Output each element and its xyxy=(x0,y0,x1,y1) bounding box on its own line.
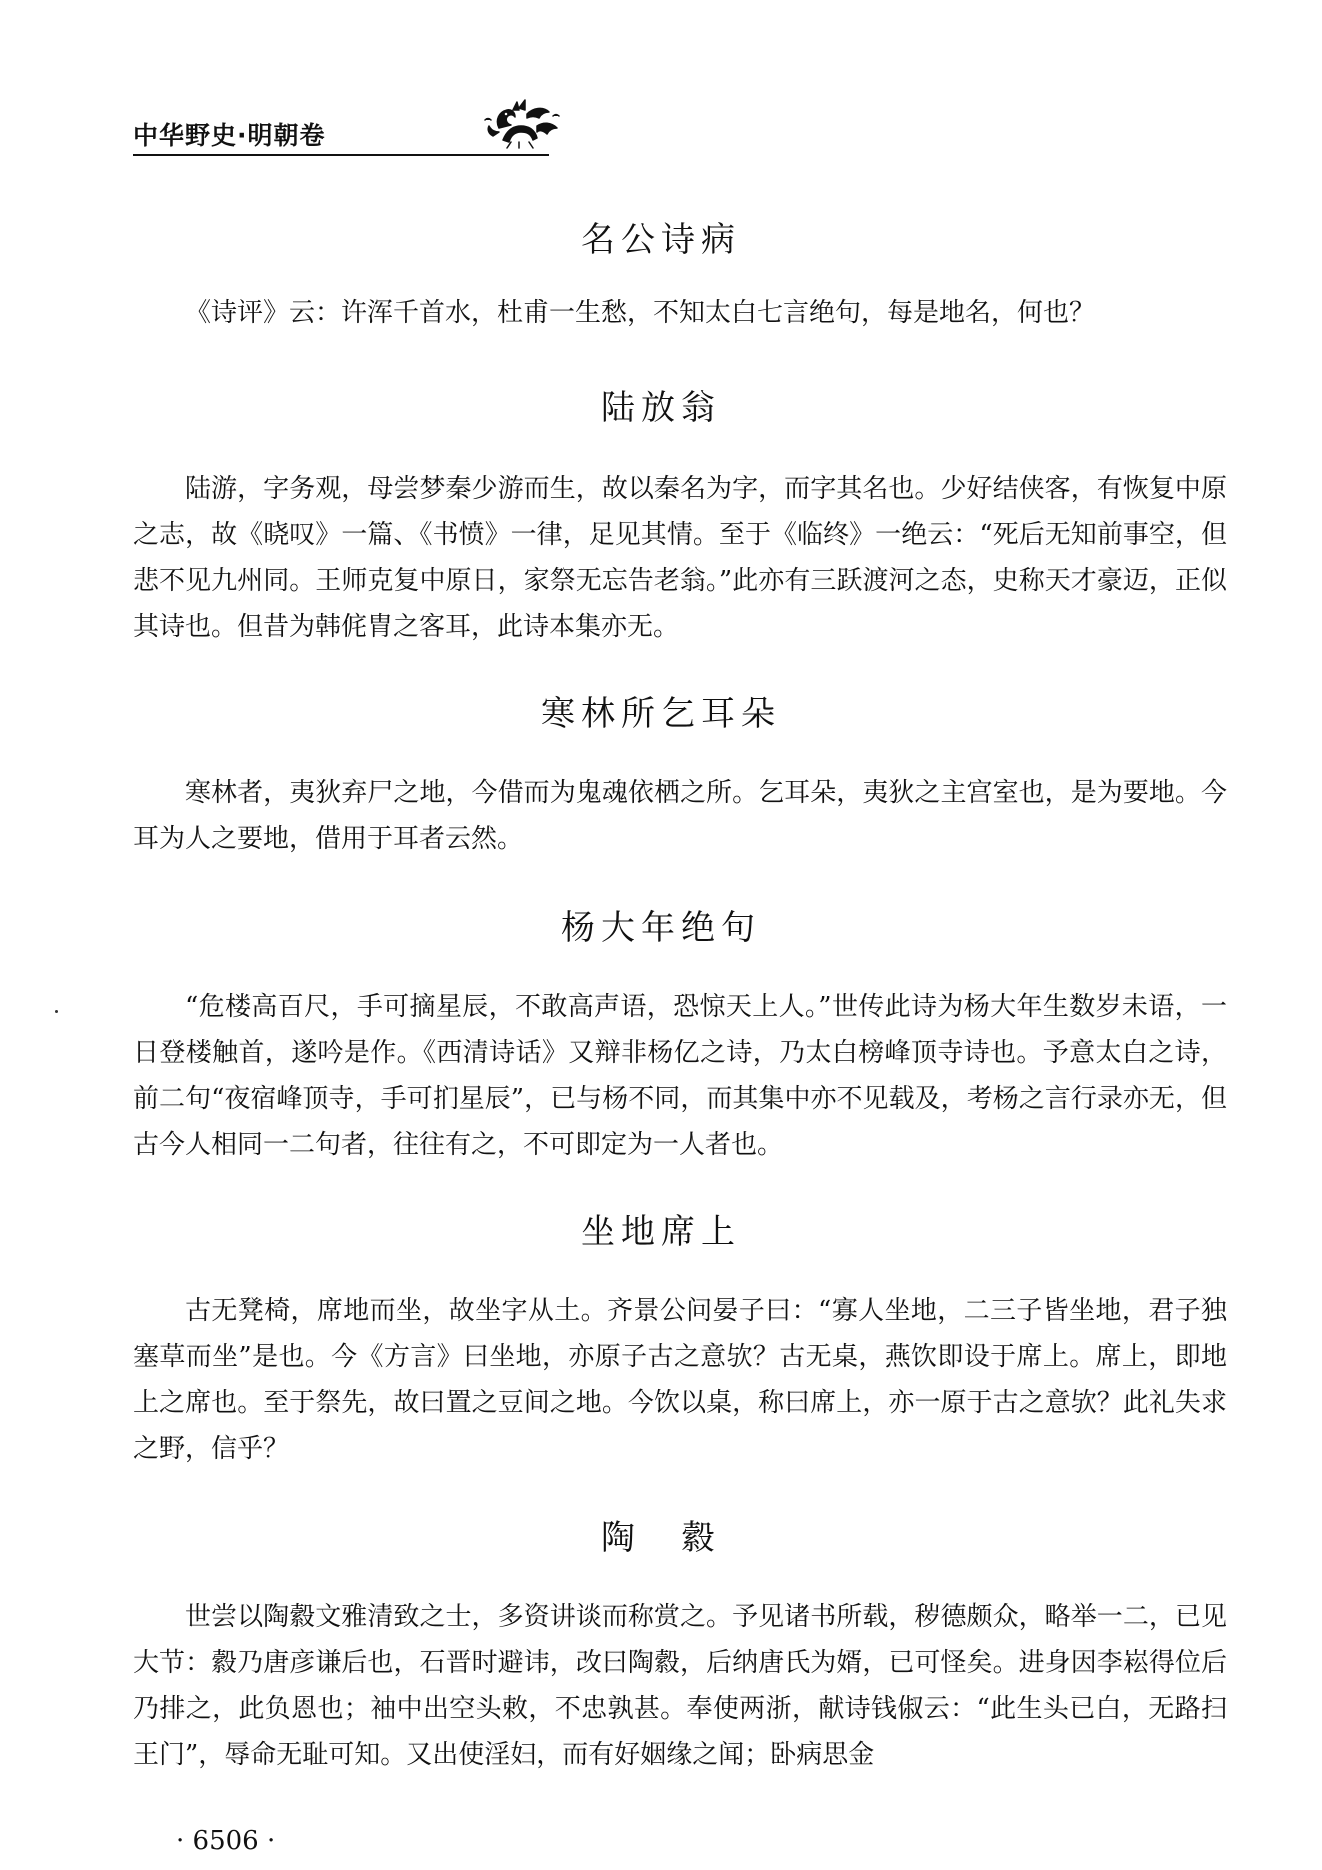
section-title: 陶 縠 xyxy=(601,1518,721,1558)
running-header xyxy=(133,104,549,154)
header-title: 中华野史·明朝卷 xyxy=(133,121,326,150)
header-rule xyxy=(133,154,549,156)
section-body: 《诗评》云：许浑千首水，杜甫一生愁，不知太白七言绝句，每是地名，何也？ xyxy=(185,298,1096,328)
section-title: 名公诗病 xyxy=(581,220,741,260)
section-body: 陆游，字务观，母尝梦秦少游而生，故以秦名为字，而字其名也。少好结侠客，有恢复中原之志，故《晓叹》一篇、《书愤》一律，足见其情。至于《临终》一绝云：“死后无知前事空，但悲不见九州同。王师克复中原日，家祭无忘告老翁。”此亦有三跃渡河之态，史称天才豪迈，正似其诗也。但昔为韩侂胄之客耳，此诗本集亦无。 xyxy=(133,474,1227,642)
section-body: 世尝以陶縠文雅清致之士，多资讲谈而称赏之。予见诸书所载，秽德颇众，略举一二，已见大节：縠乃唐彦谦后也，石晋时避讳，改曰陶縠，后纳唐氏为婿，已可怪矣。进身因李崧得位后乃排之，此负恩也；袖中出空头敕，不忠孰甚。奉使两浙，献诗钱俶云：“此生头已白，无路扫王门”，辱命无耻可知。又出使淫妇，而有好姻缘之闻；卧病思金 xyxy=(133,1602,1227,1770)
dragon-emblem-icon xyxy=(473,90,569,150)
margin-mark xyxy=(55,1010,58,1013)
section-title: 寒林所乞耳朵 xyxy=(541,694,781,734)
section-title: 陆放翁 xyxy=(601,388,721,428)
section-body: “危楼高百尺，手可摘星辰，不敢高声语，恐惊天上人。”世传此诗为杨大年生数岁未语，一日登楼触首，遂吟是作。《西清诗话》又辩非杨亿之诗，乃太白榜峰顶寺诗也。予意太白之诗，前二句“夜宿峰顶寺，手可扪星辰”，已与杨不同，而其集中亦不见载及，考杨之言行录亦无，但古今人相同一二句者，往往有之，不可即定为一人者也。 xyxy=(133,992,1227,1160)
section-body: 寒林者，夷狄弃尸之地，今借而为鬼魂依栖之所。乞耳朵，夷狄之主宫室也，是为要地。今耳为人之要地，借用于耳者云然。 xyxy=(133,778,1227,854)
section-title: 杨大年绝句 xyxy=(561,908,761,948)
section-body: 古无凳椅，席地而坐，故坐字从土。齐景公问晏子曰：“寡人坐地，二三子皆坐地，君子独塞草而坐”是也。今《方言》曰坐地，亦原子古之意欤？古无桌，燕饮即设于席上。席上，即地上之席也。至于祭先，故曰置之豆间之地。今饮以桌，称曰席上，亦一原于古之意欤？此礼失求之野，信乎？ xyxy=(133,1296,1227,1464)
section-title: 坐地席上 xyxy=(581,1212,741,1252)
page-number: · 6506 · xyxy=(176,1826,276,1856)
